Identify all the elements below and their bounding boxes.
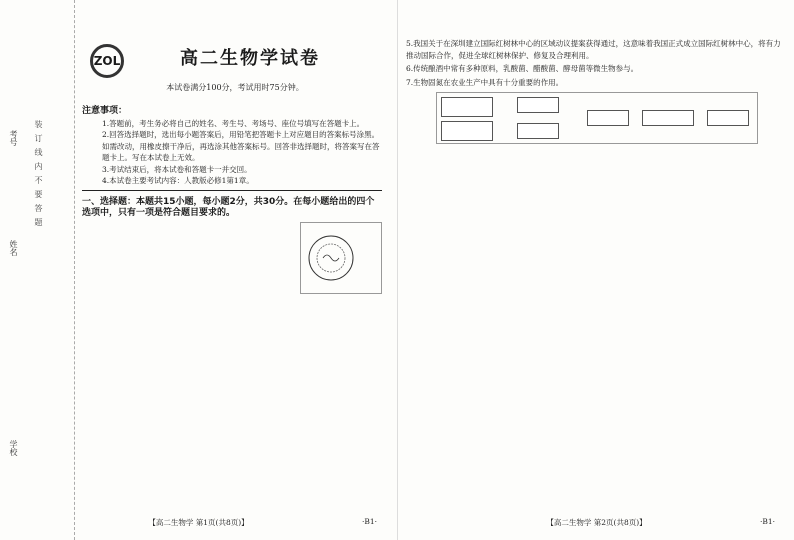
page-number-text: 【高二生物学 第2页(共8页)】 <box>546 518 647 527</box>
virus-structure-svg <box>301 223 381 293</box>
fig-box <box>441 97 493 117</box>
question-5 <box>406 38 786 61</box>
question-stem: 6.传统酿酒中常有多种原料，乳酸菌、醋酸菌、酵母菌等微生物参与。 <box>406 64 639 73</box>
school-label: 学校 <box>9 440 18 456</box>
left-content <box>82 100 382 296</box>
cut-line-text: 装订线内不要答题 <box>34 120 43 232</box>
fig-box <box>707 110 749 126</box>
publisher-logo-icon: ZOL <box>90 44 124 78</box>
notice-item: 1.答题前，考生务必将自己的姓名、考生号、考场号、座位号填写在答题卡上。 <box>102 118 365 128</box>
fig-box <box>587 110 629 126</box>
notice-item: 4.本试卷主要考试内容：人教版必修1第1章。 <box>102 176 254 185</box>
fig-box <box>642 110 694 126</box>
cell-fusion-figure <box>436 92 758 144</box>
page-title: 高二生物学试卷 <box>180 48 320 69</box>
question-7 <box>406 77 786 89</box>
notice-item: 3.考试结束后，将本试卷和答题卡一并交回。 <box>102 164 252 174</box>
question-6 <box>406 63 786 75</box>
section1-heading: 一、选择题：本题共15小题，每小题2分，共30分。在每小题给出的四个选项中，只有一项是符合题目要求的。 <box>82 196 375 218</box>
fig-box <box>517 123 559 139</box>
version-tag: ·B1· <box>759 517 775 526</box>
right-content <box>406 36 786 148</box>
binding-strip <box>0 0 75 540</box>
notice-heading: 注意事项： <box>82 106 128 116</box>
question-stem: 5.我国关于在深圳建立国际红树林中心的区域动议提案获得通过，这意味着我国正式成立国际红树林中心，将有力推动国际合作，促进全球红树林保护、修复及合理利用。 <box>406 39 781 60</box>
fig-box <box>517 97 559 113</box>
notice-item: 2.回答选择题时，选出每小题答案后，用铅笔把答题卡上对应题目的答案标号涂黑。如需改动，用橡皮擦干净后，再选涂其他答案标号。回答非选择题时，将答案写在答题卡上。写在本试卷上无效。 <box>102 130 380 162</box>
page-number-text: 【高二生物学 第1页(共8页)】 <box>148 518 249 527</box>
divider <box>82 190 382 191</box>
notice-list <box>82 118 382 187</box>
exam-number-label: 考号 <box>9 130 18 146</box>
left-footer <box>0 517 397 528</box>
fig-box <box>441 121 493 141</box>
virus-structure-figure <box>300 222 382 294</box>
exam-subtitle: 本试卷满分100分，考试用时75分钟。 <box>166 83 304 92</box>
page-right <box>397 0 794 540</box>
question-stem: 7.生物固氮在农业生产中具有十分重要的作用。 <box>406 77 564 87</box>
version-tag: ·B1· <box>361 517 377 526</box>
right-footer <box>398 517 794 528</box>
name-label: 姓名 <box>9 240 18 256</box>
